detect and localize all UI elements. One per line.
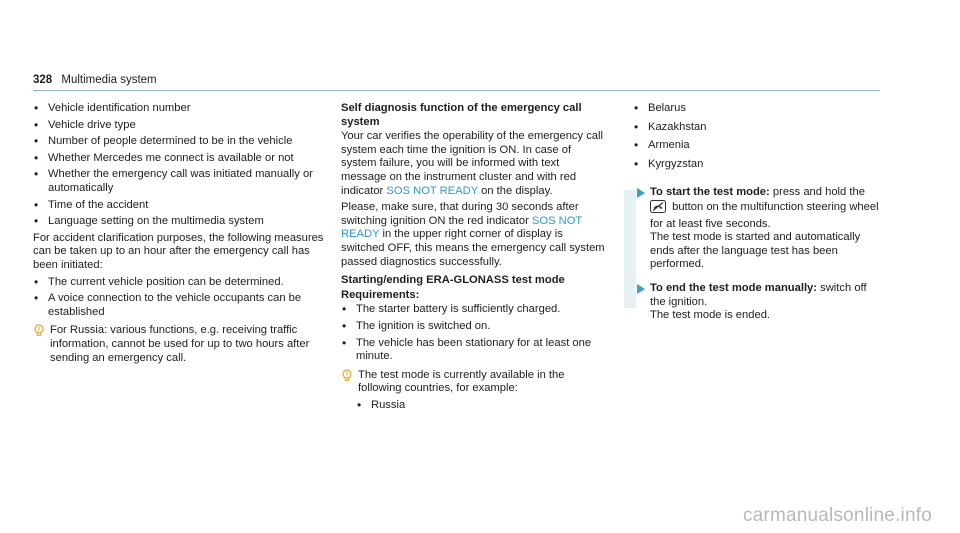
section-title: Multimedia system	[61, 74, 157, 86]
paragraph	[341, 130, 605, 198]
list-item: • Vehicle identification number	[33, 102, 325, 116]
list-item: • The current vehicle position can be determined.	[33, 276, 325, 290]
paragraph-text: on the display.	[478, 184, 553, 197]
list-item: • Belarus	[633, 102, 880, 116]
list-item: • Language setting on the multimedia system	[33, 215, 325, 229]
note	[33, 324, 325, 365]
list-item: • Armenia	[633, 139, 880, 153]
step-text: press and hold the	[769, 186, 865, 199]
list-item: • Number of people determined to be in the vehicle	[33, 135, 325, 149]
list-item: • Whether Mercedes me connect is available or not	[33, 152, 325, 166]
note-text: The test mode is currently available in the following countries, for example:	[358, 368, 565, 395]
requirements-label: Requirements:	[341, 288, 420, 301]
paragraph-text: in the upper right corner of display is switched OFF, this means the emergency call system passed diagnostics successfully.	[341, 228, 605, 268]
column-1	[33, 102, 325, 368]
note-text: For Russia: various functions, e.g. receiving traffic information, cannot be used for up to two hours after sending an emergency call.	[50, 324, 310, 364]
list-item: • Russia	[356, 399, 605, 413]
column-3	[624, 102, 880, 333]
section-heading: Self diagnosis function of the emergency call system	[341, 102, 582, 128]
sos-indicator-text: SOS NOT READY	[386, 184, 479, 197]
no-call-button-icon	[650, 200, 666, 218]
sos-indicator-text: SOS NOT READY	[341, 214, 583, 241]
list-item: • Kazakhstan	[633, 121, 880, 135]
list-item: • Whether the emergency call was initiated manually or automatically	[33, 168, 325, 195]
list-item: • The starter battery is sufficiently charged.	[341, 303, 605, 317]
info-note-icon	[33, 324, 45, 337]
section-heading: Starting/ending ERA-GLONASS test mode	[341, 274, 565, 287]
step-text: The test mode is ended.	[650, 309, 771, 322]
note	[341, 369, 605, 396]
column-2	[341, 102, 605, 415]
paragraph	[341, 201, 605, 269]
list-item: • A voice connection to the vehicle occupants can be established	[33, 292, 325, 319]
step-label: To start the test mode:	[650, 186, 770, 199]
arrow-right-icon	[637, 284, 645, 294]
step-text: switch off the ignition.	[650, 281, 867, 308]
page-header	[33, 74, 157, 86]
list-item: • Time of the accident	[33, 199, 325, 213]
step-start-test-mode	[624, 186, 880, 272]
header-rule	[33, 90, 880, 91]
page-number: 328	[33, 74, 53, 86]
info-note-icon	[341, 369, 353, 382]
step-label: To end the test mode manually:	[650, 281, 818, 294]
list-item: • The vehicle has been stationary for at least one minute.	[341, 337, 605, 364]
arrow-right-icon	[637, 188, 645, 198]
list-item: • Kyrgyzstan	[633, 158, 880, 172]
list-item: • Vehicle drive type	[33, 119, 325, 133]
paragraph-text: Please, make sure, that during 30 seconds after switching ignition ON the red indicator	[341, 201, 579, 227]
step-text: The test mode is started and automatically ends after the language test has been performed.	[650, 231, 861, 271]
step-text: button on the multifunction steering wheel for at least five seconds.	[650, 200, 879, 230]
list-item: • The ignition is switched on.	[341, 320, 605, 334]
paragraph-text: Your car verifies the operability of the emergency call system each time the ignition is ON. In case of system failure, you will be informed with text message on the instrument cluster and with red indicator	[341, 130, 604, 197]
step-end-test-mode	[624, 282, 880, 323]
watermark: carmanualsonline.info	[742, 505, 932, 526]
paragraph: For accident clarification purposes, the following measures can be taken up to an hour after the emergency call has been initiated:	[33, 231, 324, 271]
